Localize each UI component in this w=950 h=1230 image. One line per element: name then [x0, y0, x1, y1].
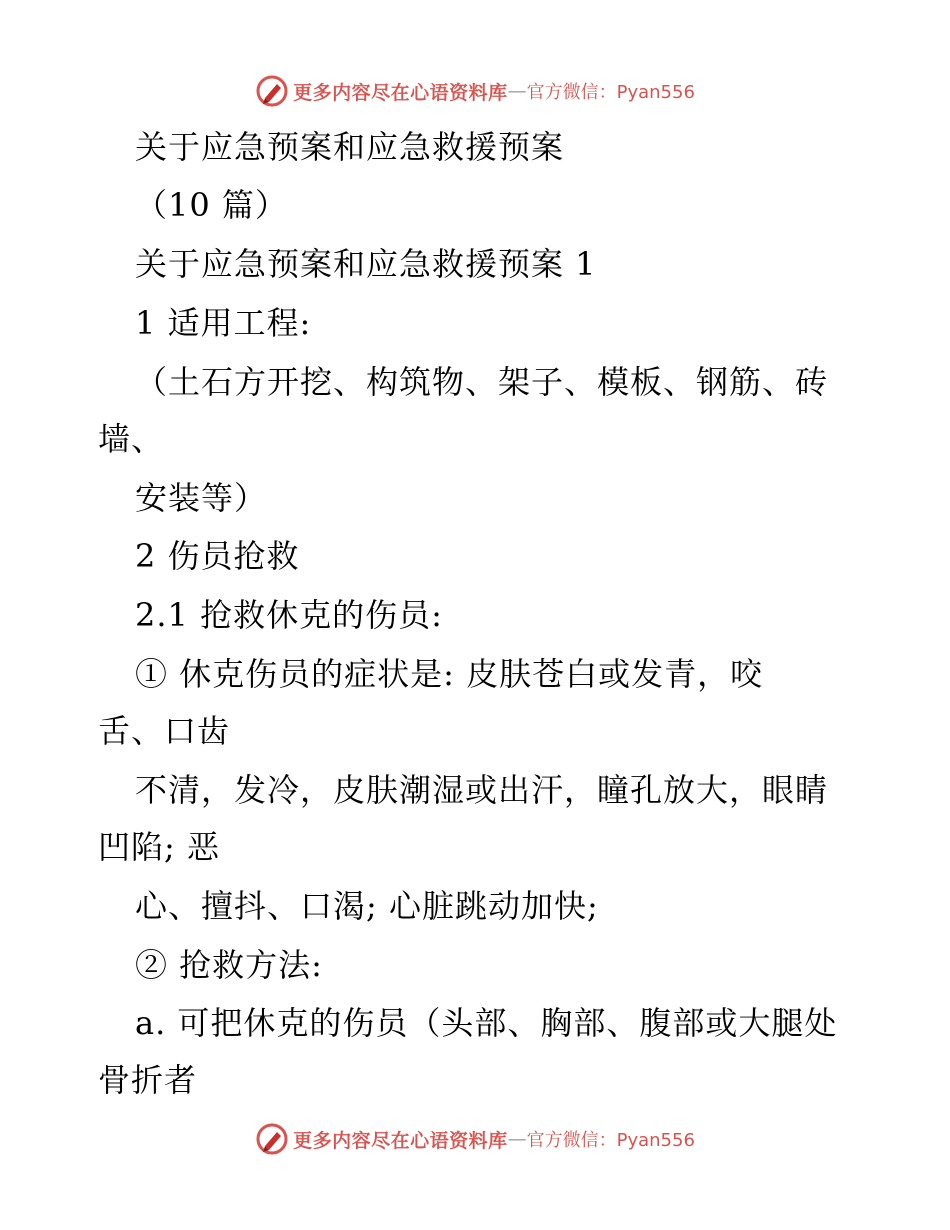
text-line: ① 休克伤员的症状是: 皮肤苍白或发青，咬	[135, 655, 764, 693]
banner-text: 更多内容尽在心语资料库	[293, 81, 508, 104]
section-heading: 关于应急预案和应急救援预案 1	[135, 245, 597, 283]
text-line: 1 适用工程:	[135, 304, 312, 342]
text-line: （土石方开挖、构筑物、架子、模板、钢筋、砖	[135, 363, 829, 401]
text-line: 安装等）	[135, 479, 268, 517]
banner-wechat: 官方微信：Pyan556	[526, 1130, 695, 1151]
text-line: a. 可把休克的伤员（头部、胸部、腹部或大腿处	[135, 1004, 838, 1042]
text-line: 骨折者	[98, 1061, 198, 1099]
text-line: 心、擅抖、口渴; 心脏跳动加快;	[135, 887, 599, 925]
text-line: 舌、口齿	[98, 712, 231, 750]
header-banner	[0, 71, 950, 111]
doc-subtitle: （10 篇）	[135, 186, 288, 224]
doc-title: 关于应急预案和应急救援预案	[135, 128, 565, 166]
text-line: ② 抢救方法:	[135, 946, 323, 984]
pen-nib-icon	[255, 74, 289, 108]
text-line: 墙、	[98, 420, 165, 458]
text-line: 凹陷; 恶	[98, 828, 220, 866]
banner-wechat: 官方微信：Pyan556	[526, 82, 695, 103]
banner-separator: —	[507, 80, 527, 102]
banner-text: 更多内容尽在心语资料库	[293, 1129, 508, 1152]
banner-separator: —	[507, 1128, 527, 1150]
text-line: 2 伤员抢救	[135, 537, 300, 575]
text-line: 2.1 抢救休克的伤员:	[135, 596, 443, 634]
text-line: 不清，发冷，皮肤潮湿或出汗，瞳孔放大，眼睛	[135, 771, 829, 809]
pen-nib-icon	[255, 1122, 289, 1156]
footer-banner	[0, 1119, 950, 1159]
